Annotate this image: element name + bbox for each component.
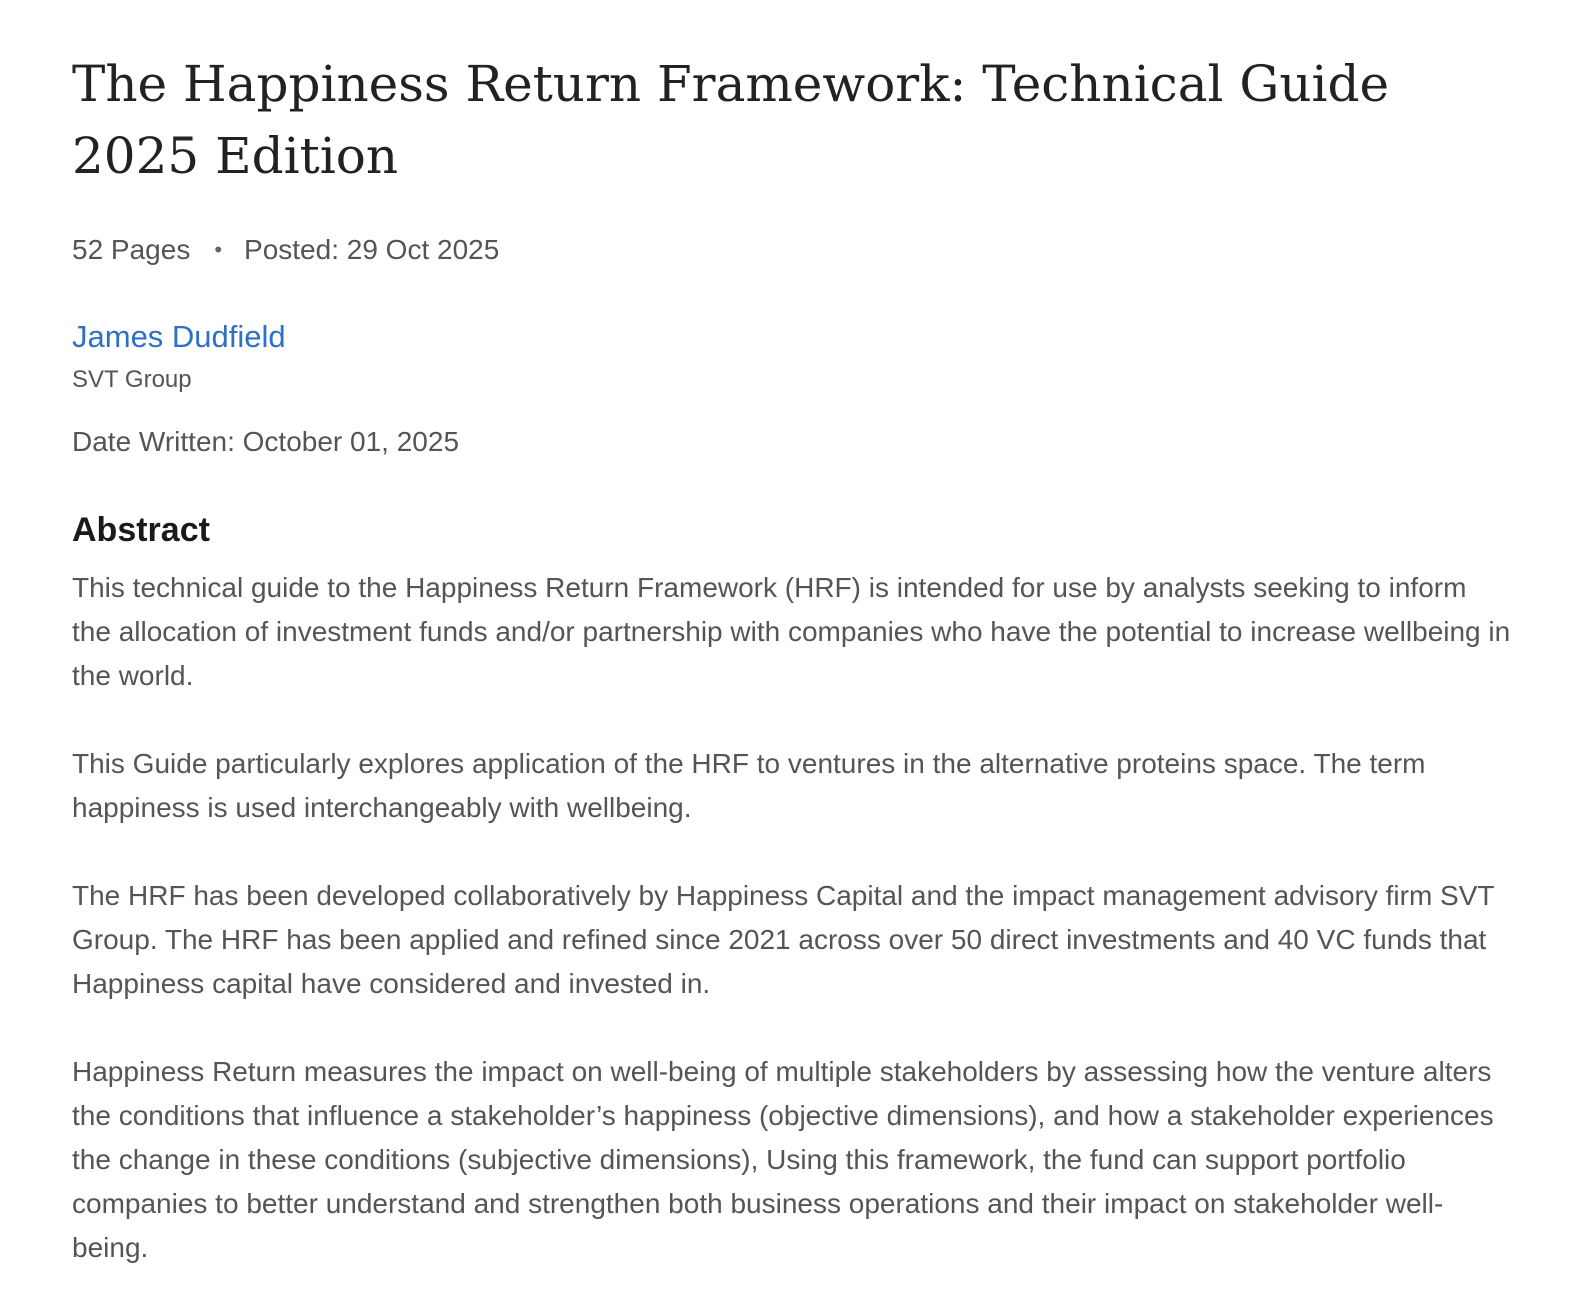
- meta-separator: •: [214, 237, 223, 262]
- page-count: 52 Pages: [72, 234, 191, 265]
- abstract-paragraph: This technical guide to the Happiness Return Framework (HRF) is intended for use by analysts seeking to inform the allocation of investment funds and/or partnership with companies who have the potential to increase wellbeing in the world.: [72, 572, 1511, 691]
- author-link[interactable]: James Dudfield: [72, 319, 286, 354]
- abstract-paragraph: Happiness Return measures the impact on well-being of multiple stakeholders by assessing how the venture alters the conditions that influence a stakeholder’s happiness (objective dimensions), and how a stakeholder experiences the change in these conditions (subjective dimensions), Using this framework, the fund can support portfolio companies to better understand and strengthen both business operations and their impact on stakeholder well-being.: [72, 1056, 1494, 1263]
- paper-meta: [72, 230, 1512, 270]
- author-affiliation: SVT Group: [72, 366, 192, 393]
- date-written: Date Written: October 01, 2025: [72, 426, 460, 457]
- posted-date: Posted: 29 Oct 2025: [244, 234, 500, 265]
- paper-page: [72, 48, 1512, 1314]
- abstract-heading: Abstract: [72, 511, 210, 549]
- abstract-paragraph: This Guide particularly explores application of the HRF to ventures in the alternative proteins space. The term happiness is used interchangeably with wellbeing.: [72, 748, 1426, 823]
- paper-title: The Happiness Return Framework: Technical Guide 2025 Edition: [72, 55, 1390, 185]
- abstract-paragraph: The HRF has been developed collaboratively by Happiness Capital and the impact management advisory firm SVT Group. The HRF has been applied and refined since 2021 across over 50 direct investments and 40 VC funds that Happiness capital have considered and invested in.: [72, 880, 1494, 999]
- abstract-body: [72, 566, 1512, 1270]
